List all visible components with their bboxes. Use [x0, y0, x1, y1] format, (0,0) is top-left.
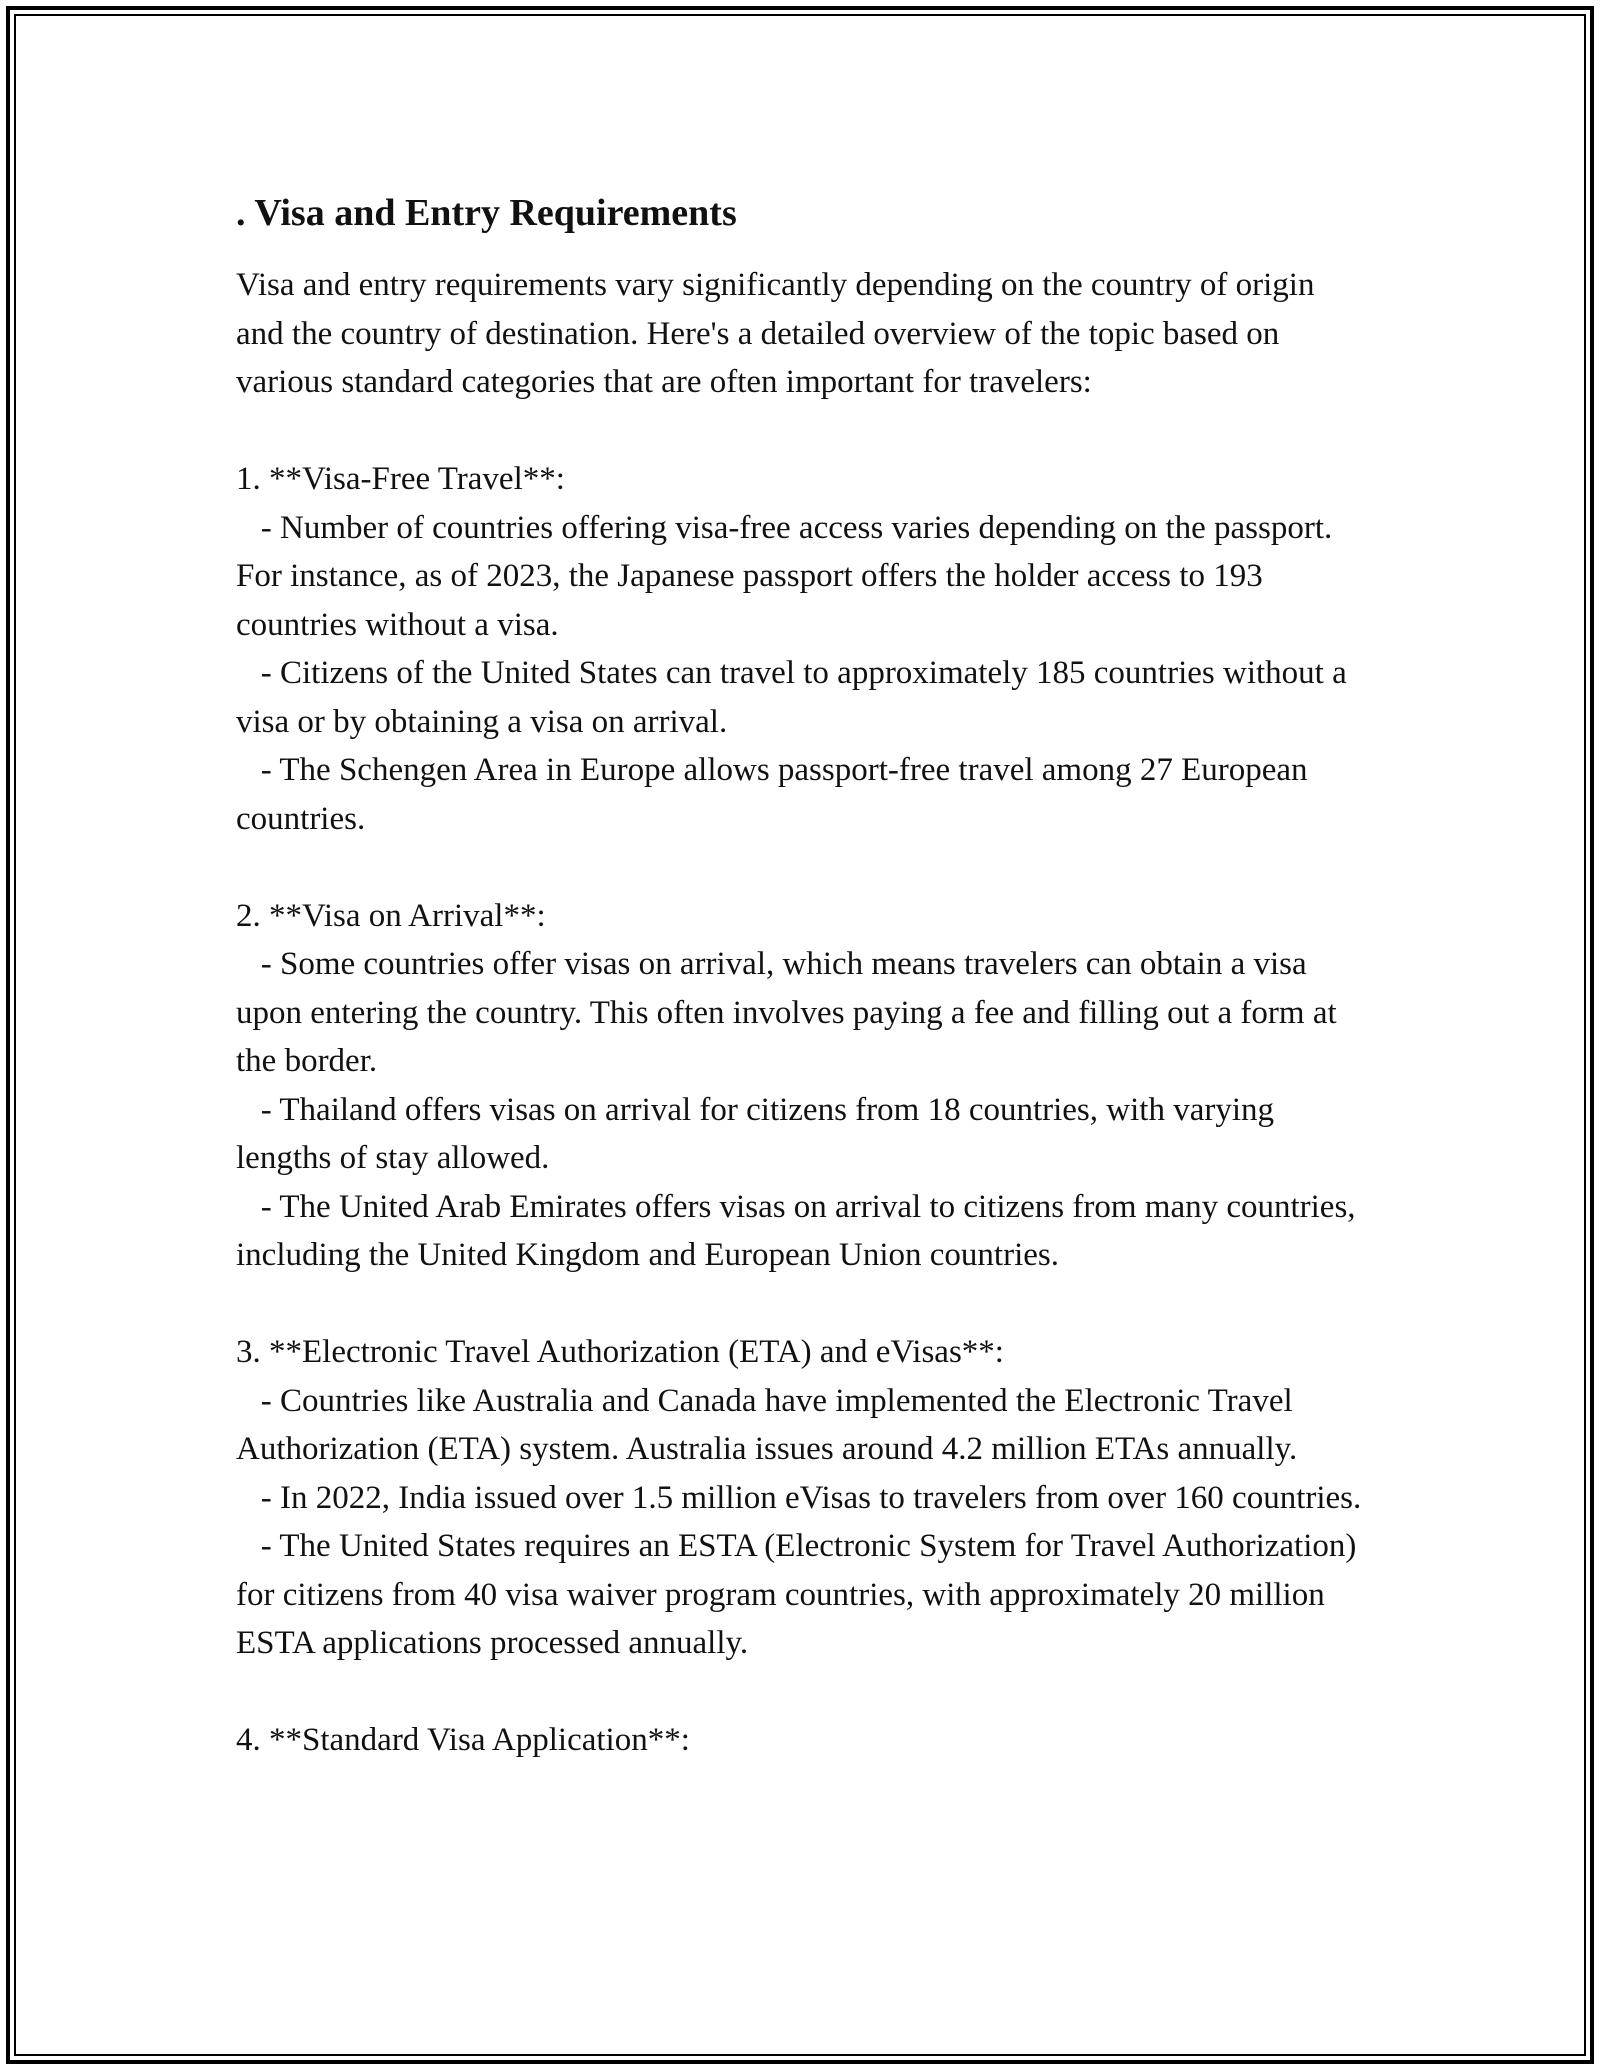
section-heading: 2. **Visa on Arrival**: [236, 897, 546, 934]
list-item: - In 2022, India issued over 1.5 million eVisas to travelers from over 160 countries. [236, 1479, 1362, 1516]
list-item: - The Schengen Area in Europe allows passport-free travel among 27 European countries. [236, 752, 1316, 837]
intro-paragraph: Visa and entry requirements vary significantly depending on the country of origin and the country of destination. Here's a detailed overview of the topic based on various standard categories that are often important for travelers: [236, 267, 1323, 400]
section-standard-visa-application [236, 1716, 1366, 1765]
list-item: - The United States requires an ESTA (Electronic System for Travel Authorization) for citizens from 40 visa waiver program countries, with approximately 20 million ESTA applications processed annually. [236, 1528, 1365, 1661]
list-item: - Some countries offer visas on arrival, which means travelers can obtain a visa upon entering the country. This often involves paying a fee and filling out a form at the border. [236, 946, 1345, 1079]
paragraph-gap [236, 1280, 1366, 1329]
document-body [236, 185, 1366, 1765]
section-visa-free-travel [236, 455, 1366, 843]
section-eta-evisas [236, 1328, 1366, 1668]
list-item: - Citizens of the United States can travel to approximately 185 countries without a visa or by obtaining a visa on arrival. [236, 655, 1355, 740]
section-heading: 1. **Visa-Free Travel**: [236, 461, 565, 497]
paragraph-gap [236, 407, 1366, 456]
list-item: - Number of countries offering visa-free access varies depending on the passport. For instance, as of 2023, the Japanese passport offers the holder access to 193 countries without a visa. [236, 509, 1341, 643]
section-heading: 3. **Electronic Travel Authorization (ETA) and eVisas**: [236, 1334, 1004, 1370]
section-visa-on-arrival [236, 892, 1366, 1280]
paragraph-gap [236, 843, 1366, 892]
list-item: - The United Arab Emirates offers visas on arrival to citizens from many countries, including the United Kingdom and European Union countries. [236, 1188, 1364, 1273]
list-item: - Thailand offers visas on arrival for citizens from 18 countries, with varying lengths of stay allowed. [236, 1091, 1283, 1176]
paragraph-gap [236, 1668, 1366, 1717]
section-heading: 4. **Standard Visa Application**: [236, 1722, 690, 1758]
document-title: . Visa and Entry Requirements [236, 192, 737, 234]
list-item: - Countries like Australia and Canada have implemented the Electronic Travel Authorization (ETA) system. Australia issues around 4.2 million ETAs annually. [236, 1382, 1300, 1467]
